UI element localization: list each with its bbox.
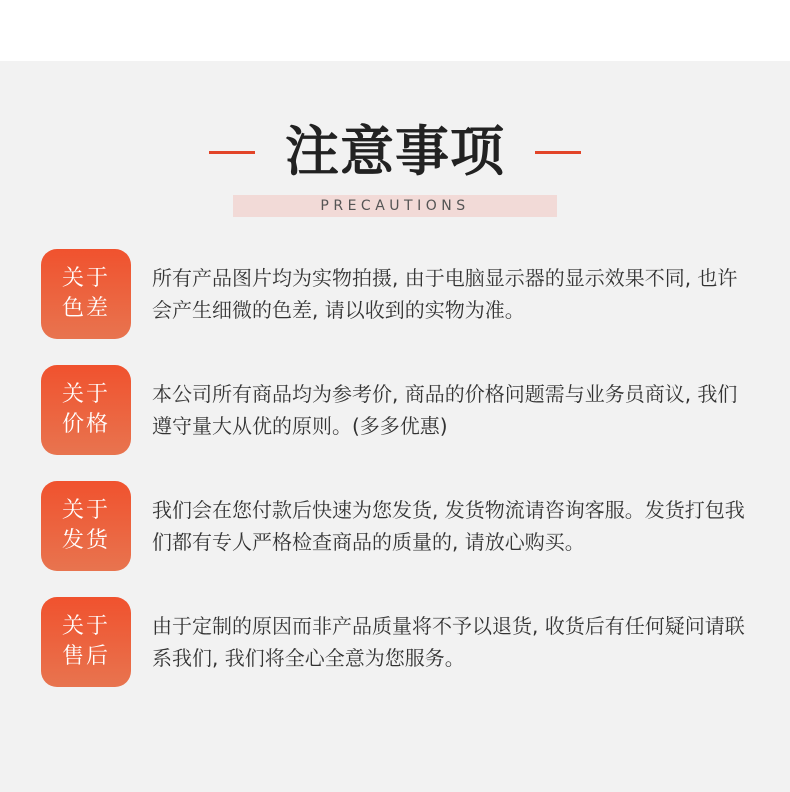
title-right-rule bbox=[535, 151, 581, 154]
notice-text: 由于定制的原因而非产品质量将不予以退货, 收货后有任何疑问请联系我们, 我们将全心全意为您服务。 bbox=[152, 614, 745, 670]
page-title: 注意事项 bbox=[285, 120, 505, 183]
badge-line-2: 价格 bbox=[61, 412, 110, 437]
notice-item-shipping bbox=[41, 481, 761, 571]
notice-item-color bbox=[41, 249, 761, 339]
notice-text: 我们会在您付款后快速为您发货, 发货物流请咨询客服。发货打包我们都有专人严格检查商品的质量的, 请放心购买。 bbox=[152, 498, 745, 554]
notice-badge bbox=[41, 365, 131, 455]
badge-line-1: 关于 bbox=[61, 382, 110, 407]
section-header bbox=[0, 119, 790, 185]
notice-badge bbox=[41, 481, 131, 571]
notice-text: 所有产品图片均为实物拍摄, 由于电脑显示器的显示效果不同, 也许会产生细微的色差, 请以收到的实物为准。 bbox=[152, 266, 738, 322]
badge-line-2: 发货 bbox=[61, 528, 110, 553]
notice-item-price bbox=[41, 365, 761, 455]
page-subtitle: PRECAUTIONS bbox=[233, 195, 557, 217]
notice-badge bbox=[41, 249, 131, 339]
notice-item-after-sales bbox=[41, 597, 761, 687]
badge-line-1: 关于 bbox=[61, 614, 110, 639]
title-left-rule bbox=[209, 151, 255, 154]
notice-badge bbox=[41, 597, 131, 687]
badge-line-1: 关于 bbox=[61, 266, 110, 291]
badge-line-2: 售后 bbox=[61, 644, 110, 669]
badge-line-1: 关于 bbox=[61, 498, 110, 523]
notice-text: 本公司所有商品均为参考价, 商品的价格问题需与业务员商议, 我们遵守量大从优的原则。(多多优惠) bbox=[152, 382, 738, 438]
badge-line-2: 色差 bbox=[61, 296, 110, 321]
